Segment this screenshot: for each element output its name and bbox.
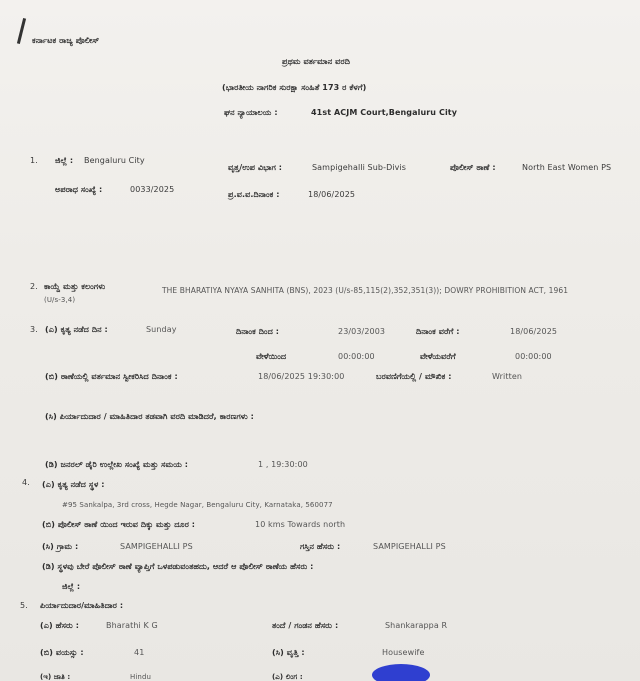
acts-value: THE BHARATIYA NYAYA SANHITA (BNS), 2023 (U/s-85,115(2),352,351(3)); DOWRY PROHIBITION ACT, 1961 bbox=[162, 286, 569, 295]
village-value: SAMPIGEHALLI PS bbox=[120, 542, 193, 551]
father-name-value: Shankarappa R bbox=[385, 621, 448, 630]
court-label: ಘನ ನ್ಯಾಯಾಲಯ : bbox=[224, 108, 278, 117]
document-subtitle: (ಭಾರತೀಯ ನಾಗರಿಕ ಸುರಕ್ಷಾ ಸಂಹಿತೆ 173 ರ ಕೆಳಗೆ) bbox=[222, 83, 367, 92]
age-value: 41 bbox=[134, 648, 145, 657]
section-5-number: 5. bbox=[20, 601, 28, 610]
age-label: (ಬಿ) ವಯಸ್ಸು : bbox=[40, 648, 84, 657]
fir-date-label: ಪ್ರ.ವ.ವ.ದಿನಾಂಕ : bbox=[228, 190, 280, 199]
from-date-label: ದಿನಾಂಕ ದಿಂದ : bbox=[236, 327, 280, 336]
report-type-value: Written bbox=[492, 372, 523, 381]
document-title: ಪ್ರಥಮ ವರ್ತಮಾನ ವರದಿ bbox=[282, 57, 350, 66]
department-name: ಕರ್ನಾಟಕ ರಾಜ್ಯ ಪೊಲೀಸ್ bbox=[32, 36, 100, 45]
caste-label: (ಇ) ಜಾತಿ : bbox=[40, 673, 71, 681]
complainant-label: ಪಿರ್ಯಾದುದಾರ/ಮಾಹಿತಿದಾರ : bbox=[40, 601, 124, 610]
name-value: Bharathi K G bbox=[106, 621, 158, 630]
other-district-label: ಜಿಲ್ಲೆ : bbox=[62, 582, 81, 591]
caste-value: Hindu bbox=[130, 673, 152, 681]
to-date-label: ದಿನಾಂಕ ವರೆಗೆ : bbox=[416, 327, 460, 336]
place-label: (ಎ) ಕೃತ್ಯ ನಡೆದ ಸ್ಥಳ : bbox=[42, 480, 105, 489]
crime-number-label: ಅಪರಾಧ ಸಂಖ್ಯೆ : bbox=[55, 185, 103, 194]
pen-mark bbox=[17, 18, 26, 44]
from-time-value: 00:00:00 bbox=[338, 352, 375, 361]
day-value: Sunday bbox=[146, 325, 177, 334]
general-diary-label: (ಡಿ) ಜನರಲ್ ಡೈರಿ ಉಲ್ಲೇಖ ಸಂಖ್ಯೆ ಮತ್ತು ಸಮಯ : bbox=[45, 460, 189, 469]
subdivision-label: ವೃತ್ತ/ಉಪ ವಿಭಾಗ : bbox=[228, 163, 283, 172]
general-diary-value: 1 , 19:30:00 bbox=[258, 460, 308, 469]
police-station-label: ಪೊಲೀಸ್ ಠಾಣೆ : bbox=[450, 163, 496, 172]
to-time-label: ವೇಳೆಯವರೆಗೆ bbox=[420, 352, 456, 361]
crime-number-value: 0033/2025 bbox=[130, 185, 175, 194]
to-date-value: 18/06/2025 bbox=[510, 327, 558, 336]
section-4-number: 4. bbox=[22, 478, 30, 487]
subdivision-value: Sampigehalli Sub-Divis bbox=[312, 163, 407, 172]
report-type-label: ಬರವಣಿಗೆಯಲ್ಲಿ / ಮೌಖಿಕ : bbox=[376, 372, 452, 381]
court-value: 41st ACJM Court,Bengaluru City bbox=[311, 108, 458, 117]
section-1-number: 1. bbox=[30, 156, 38, 165]
section-2-number: 2. bbox=[30, 282, 38, 291]
received-date-label: (ಬಿ) ಠಾಣೆಯಲ್ಲಿ ವರ್ತಮಾನ ಸ್ವೀಕರಿಸಿದ ದಿನಾಂಕ : bbox=[45, 372, 178, 381]
from-date-value: 23/03/2003 bbox=[338, 327, 386, 336]
other-ps-label: (ಡಿ) ಸ್ಥಳವು ಬೇರೆ ಪೊಲೀಸ್ ಠಾಣೆ ವ್ಯಾಪ್ತಿಗೆ ಒಳಪಡುವಂತಹದು, ಆದರೆ ಆ ಪೊಲೀಸ್ ಠಾಣೆಯ ಹೆಸರು : bbox=[42, 562, 314, 571]
father-name-label: ತಂದೆ / ಗಂಡನ ಹೆಸರು : bbox=[272, 621, 339, 630]
occupation-value: Housewife bbox=[382, 648, 425, 657]
place-value: #95 Sankalpa, 3rd cross, Hegde Nagar, Bengaluru City, Karnataka, 560077 bbox=[62, 501, 333, 509]
redaction-mark bbox=[372, 664, 430, 681]
section-3-number: 3. bbox=[30, 325, 38, 334]
police-station-value: North East Women PS bbox=[522, 163, 612, 172]
received-date-value: 18/06/2025 19:30:00 bbox=[258, 372, 345, 381]
sex-label: (ಎ) ಲಿಂಗ : bbox=[272, 673, 303, 681]
district-label: ಜಿಲ್ಲೆ : bbox=[55, 156, 74, 165]
beat-label: ಗಸ್ತಿನ ಹೆಸರು : bbox=[300, 542, 341, 551]
district-value: Bengaluru City bbox=[84, 156, 145, 165]
direction-distance-value: 10 kms Towards north bbox=[255, 520, 346, 529]
delay-reason-label: (ಸಿ) ಪಿರ್ಯಾದುದಾರ / ಮಾಹಿತಿದಾರ ತಡವಾಗಿ ವರದಿ ಮಾಡಿದರೆ, ಕಾರಣಗಳು : bbox=[45, 412, 254, 421]
name-label: (ಎ) ಹೆಸರು : bbox=[40, 621, 80, 630]
from-time-label: ವೇಳೆಯಿಂದ bbox=[256, 352, 287, 361]
acts-label: ಕಾಯ್ದೆ ಮತ್ತು ಕಲಂಗಳು bbox=[44, 282, 106, 291]
beat-value: SAMPIGEHALLI PS bbox=[373, 542, 446, 551]
to-time-value: 00:00:00 bbox=[515, 352, 552, 361]
occupation-label: (ಸಿ) ವೃತ್ತಿ : bbox=[272, 648, 305, 657]
fir-date-value: 18/06/2025 bbox=[308, 190, 356, 199]
direction-distance-label: (ಬಿ) ಪೊಲೀಸ್ ಠಾಣೆ ಯಿಂದ ಇರುವ ದಿಕ್ಕು ಮತ್ತು ದೂರ : bbox=[42, 520, 196, 529]
acts-value-continued: (U/s-3,4) bbox=[44, 296, 76, 304]
village-label: (ಸಿ) ಗ್ರಾಮ : bbox=[42, 542, 79, 551]
day-label: (ಎ) ಕೃತ್ಯ ನಡೆದ ದಿನ : bbox=[45, 325, 108, 334]
